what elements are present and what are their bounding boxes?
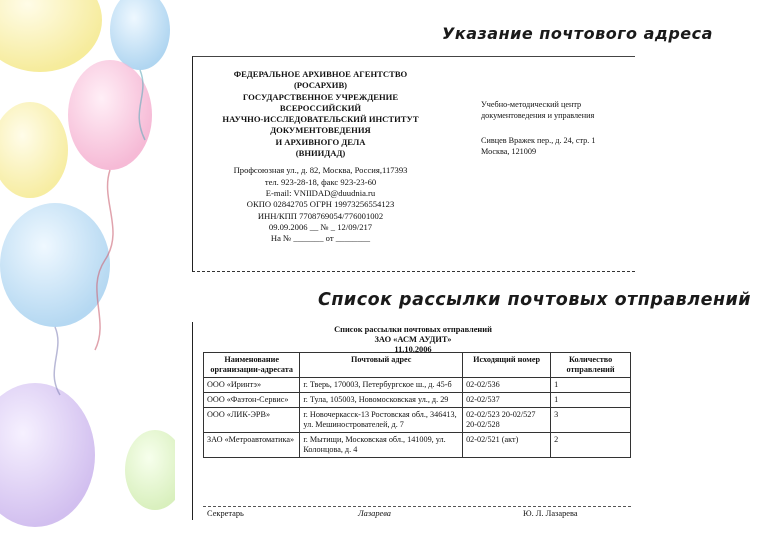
table-row: [204, 378, 631, 393]
recipient-line: документоведения и управления: [481, 110, 595, 120]
cell-address: г. Тула, 105003, Новомосковская ул., д. 29: [300, 393, 463, 408]
cell-address: г. Мытищи, Московская обл., 141009, ул. Колонцова, д. 4: [300, 433, 463, 458]
org-line: (РОСАРХИВ): [293, 80, 348, 91]
column-header: Количество отправлений: [551, 353, 631, 378]
balloon-lilac: [0, 383, 95, 527]
balloon-green: [125, 430, 175, 510]
cell-org: ЗАО «Метроавтоматика»: [204, 433, 300, 458]
table-row: [204, 393, 631, 408]
cell-count: 1: [551, 378, 631, 393]
balloon-string: [54, 327, 60, 395]
org-line: ДОКУМЕНТОВЕДЕНИЯ: [270, 125, 371, 136]
address-line: ИНН/КПП 7708769054/776001002: [257, 210, 384, 221]
cell-count: 1: [551, 393, 631, 408]
address-line: 09.09.2006 __ № _ 12/09/217: [268, 221, 373, 232]
balloons-decoration: [0, 0, 175, 540]
mailing-list-document: [192, 322, 631, 520]
balloon-yellow-mid: [0, 102, 68, 198]
cell-count: 2: [551, 433, 631, 458]
cell-org: ООО «Фаэтон-Сервис»: [204, 393, 300, 408]
recipient-line: Сивцев Вражек пер., д. 24, стр. 1: [481, 136, 596, 145]
org-line: (ВНИИДАД): [295, 148, 346, 159]
column-header: Исходящий номер: [463, 353, 551, 378]
cell-org: ООО «Иринтэ»: [204, 378, 300, 393]
cell-org: ООО «ЛИК-ЭРВ»: [204, 408, 300, 433]
heading-address: Указание почтового адреса: [442, 24, 713, 43]
cell-number: 02-02/523 20-02/527 20-02/528: [463, 408, 551, 433]
recipient-block: [481, 100, 631, 157]
list-title-line: 11.10.2006: [394, 345, 432, 355]
cell-count: 3: [551, 408, 631, 433]
column-header: Наименование организации-адресата: [204, 353, 300, 378]
list-title-line: ЗАО «АСМ АУДИТ»: [374, 335, 452, 345]
recipient-line: Учебно-методический центр: [481, 100, 582, 109]
address-line: На № _______ от ________: [270, 233, 371, 244]
address-line: ОКПО 02842705 ОГРН 1997325655412З: [246, 199, 395, 210]
signature-sign: Лазарева: [358, 509, 391, 518]
org-line: ФЕДЕРАЛЬНОЕ АРХИВНОЕ АГЕНТСТВО: [233, 69, 408, 79]
org-line: НАУЧНО-ИССЛЕДОВАТЕЛЬСКИЙ ИНСТИТУТ: [222, 114, 419, 125]
balloon-yellow-top: [0, 0, 102, 72]
org-line: И АРХИВНОГО ДЕЛА: [275, 136, 366, 147]
column-header: Почтовый адрес: [300, 353, 463, 378]
cell-address: г. Новочеркасск-13 Ростовская обл., 346413, ул. Мешинострователей, д. 7: [300, 408, 463, 433]
address-line: E-mail: VNIIDAD@duudnia.ru: [265, 187, 376, 198]
balloon-blue-big: [0, 203, 110, 327]
letterhead-sender-block: [213, 69, 428, 244]
cell-number: 02-02/536: [463, 378, 551, 393]
list-title-line: Список рассылки почтовых отправлений: [334, 325, 492, 334]
org-line: ВСЕРОССИЙСКИЙ: [279, 102, 362, 113]
org-line: ГОСУДАРСТВЕННОЕ УЧРЕЖДЕНИЕ: [242, 91, 399, 102]
cell-number: 02-02/521 (акт): [463, 433, 551, 458]
signature-role: Секретарь: [207, 509, 244, 518]
address-line: Профсоюзная ул., д. 82, Москва, Россия,117393: [233, 165, 408, 176]
table-row: [204, 408, 631, 433]
mailing-table: [203, 352, 631, 458]
cell-number: 02-02/537: [463, 393, 551, 408]
letterhead-document: [192, 56, 635, 272]
table-header-row: [204, 353, 631, 378]
sender-address: [213, 165, 428, 244]
table-row: [204, 433, 631, 458]
heading-mailing-list: Список рассылки почтовых отправлений: [318, 290, 752, 310]
address-line: тел. 923-28-18, факс 923-23-60: [264, 176, 377, 187]
cell-address: г. Тверь, 170003, Петербургское ш., д. 45-б: [300, 378, 463, 393]
recipient-line: Москва, 121009: [481, 146, 537, 156]
signature-name: Ю. Л. Лазарева: [523, 509, 578, 518]
balloon-blue: [110, 0, 170, 70]
signature-line: [203, 506, 631, 518]
